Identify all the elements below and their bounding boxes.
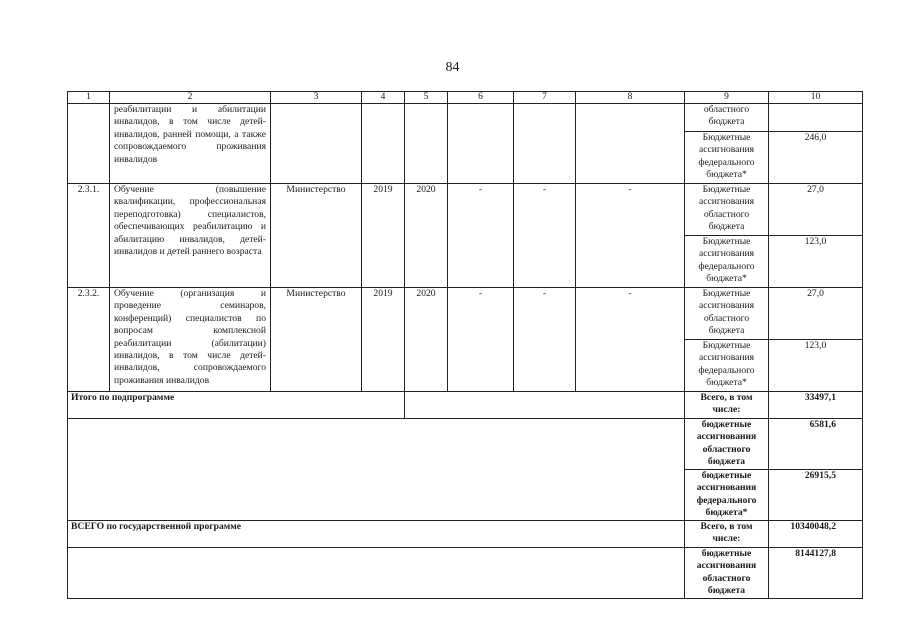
measure-description: Обучение (организация и проведение семинаров, конференций) специалистов по вопросам комплексной реабилитации (абилитации) инвалидов, в том числе детей-инвалидов, сопровождаемого проживания инвалидов	[110, 288, 271, 392]
end-year-cell: 2020	[405, 288, 448, 392]
header-cell: 10	[769, 92, 863, 104]
header-cell: 9	[685, 92, 769, 104]
col7-cell	[514, 104, 576, 184]
header-cell: 5	[405, 92, 448, 104]
header-cell: 6	[448, 92, 514, 104]
federal-value: 26915,5	[769, 470, 863, 521]
total-source: Всего, в том числе:	[685, 521, 769, 548]
header-cell: 4	[362, 92, 405, 104]
funding-value: 123,0	[769, 236, 863, 288]
federal-source: бюджетные ассигнования федерального бюджета*	[685, 470, 769, 521]
budget-table	[67, 91, 863, 599]
grand-total-row	[68, 548, 863, 599]
end-year-cell: 2020	[405, 184, 448, 288]
header-cell: 2	[110, 92, 271, 104]
executor-cell: Министерство	[271, 288, 362, 392]
col6-cell: -	[448, 184, 514, 288]
funding-value: 123,0	[769, 340, 863, 392]
funding-value	[769, 104, 863, 132]
funding-source: Бюджетные ассигнования областного бюджета	[685, 288, 769, 340]
end-year-cell	[405, 104, 448, 184]
start-year-cell: 2019	[362, 288, 405, 392]
grand-total-row	[68, 521, 863, 548]
subtotal-blank	[68, 419, 685, 521]
col6-cell	[448, 104, 514, 184]
row-number-cell	[68, 104, 110, 184]
measure-description: реабилитации и абилитации инвалидов, в том числе детей-инвалидов, ранней помощи, а также сопровождаемого проживания инвалидов	[110, 104, 271, 184]
funding-source: областного бюджета	[685, 104, 769, 132]
header-cell: 7	[514, 92, 576, 104]
page-number: 84	[445, 60, 460, 75]
start-year-cell: 2019	[362, 184, 405, 288]
regional-value: 6581,6	[769, 419, 863, 470]
header-cell: 3	[271, 92, 362, 104]
total-source: Всего, в том числе:	[685, 392, 769, 419]
subtotal-label: Итого по подпрограмме	[68, 392, 405, 419]
table-row	[68, 184, 863, 236]
regional-value: 8144127,8	[769, 548, 863, 599]
funding-value: 27,0	[769, 184, 863, 236]
col8-cell	[576, 104, 685, 184]
subtotal-blank	[405, 392, 685, 419]
subtotal-row	[68, 419, 863, 470]
funding-value: 27,0	[769, 288, 863, 340]
col6-cell: -	[448, 288, 514, 392]
header-cell: 8	[576, 92, 685, 104]
funding-source: Бюджетные ассигнования областного бюджета	[685, 184, 769, 236]
table-row	[68, 104, 863, 132]
executor-cell: Министерство	[271, 184, 362, 288]
col8-cell: -	[576, 184, 685, 288]
subtotal-row	[68, 392, 863, 419]
measure-description: Обучение (повышение квалификации, профессиональная переподготовка) специалистов, обеспечивающих реабилитацию и абилитацию инвалидов, детей-инвалидов и детей раннего возраста	[110, 184, 271, 288]
row-number-cell: 2.3.1.	[68, 184, 110, 288]
regional-source: бюджетные ассигнования областного бюджета	[685, 419, 769, 470]
row-number-cell: 2.3.2.	[68, 288, 110, 392]
col7-cell: -	[514, 288, 576, 392]
total-value: 33497,1	[769, 392, 863, 419]
regional-source: бюджетные ассигнования областного бюджета	[685, 548, 769, 599]
table-header-row	[68, 92, 863, 104]
grand-total-label: ВСЕГО по государственной программе	[68, 521, 685, 548]
funding-source: Бюджетные ассигнования федерального бюджета*	[685, 236, 769, 288]
table-row	[68, 288, 863, 340]
start-year-cell	[362, 104, 405, 184]
funding-value: 246,0	[769, 132, 863, 184]
col7-cell: -	[514, 184, 576, 288]
total-value: 10340048,2	[769, 521, 863, 548]
executor-cell	[271, 104, 362, 184]
funding-source: Бюджетные ассигнования федерального бюджета*	[685, 132, 769, 184]
header-cell: 1	[68, 92, 110, 104]
funding-source: Бюджетные ассигнования федерального бюджета*	[685, 340, 769, 392]
col8-cell: -	[576, 288, 685, 392]
grand-total-blank	[68, 548, 685, 599]
